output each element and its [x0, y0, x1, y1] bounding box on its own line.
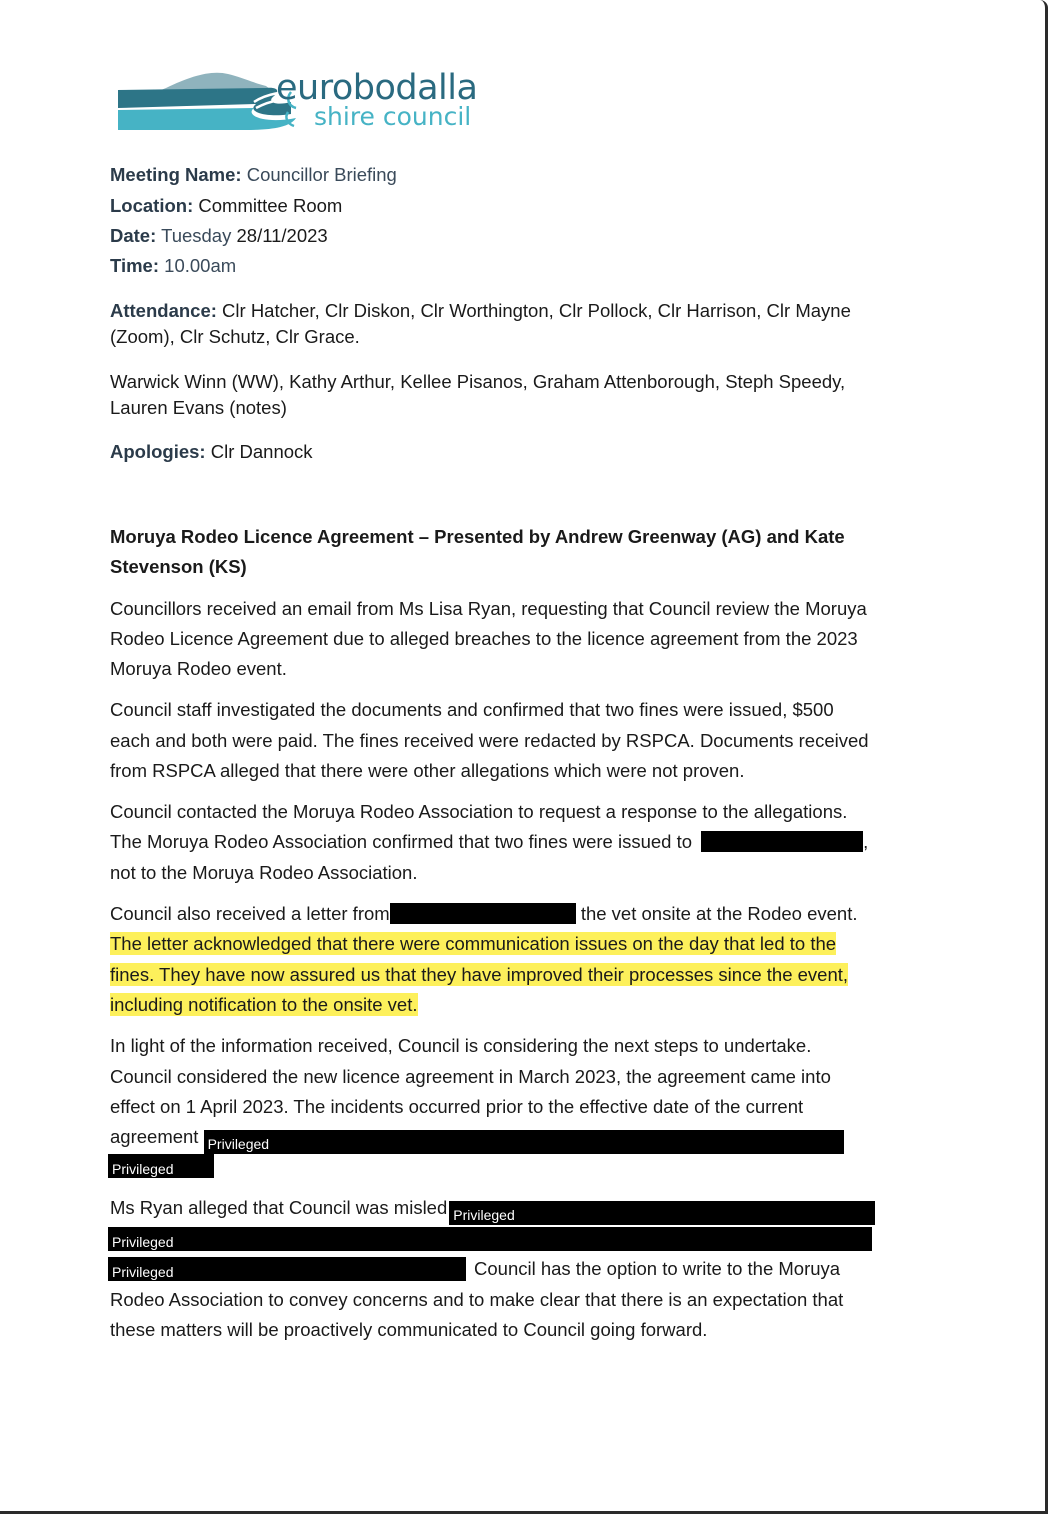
privileged-redaction: Privileged — [108, 1257, 466, 1281]
location-label: Location: — [110, 195, 194, 216]
redaction-block — [701, 831, 863, 852]
p3-line-3: not to the Moruya Rodeo Association. — [110, 862, 418, 883]
highlight-text-3: including notification to the onsite vet. — [110, 994, 418, 1015]
p3-line-2-end: , — [863, 831, 869, 852]
logo-subtitle: shire council — [314, 102, 472, 131]
privileged-redaction: Privileged — [108, 1227, 872, 1251]
date-day: Tuesday — [161, 225, 232, 246]
p2-line-1: Council staff investigated the documents and confirmed that two fines were issued, $500 — [110, 699, 834, 720]
time-value: 10.00am — [164, 255, 237, 276]
highlight-text-1: The letter acknowledged that there were communication issues on the day that led to the — [110, 933, 837, 954]
date-value: 28/11/2023 — [236, 225, 328, 246]
meeting-label: Meeting Name: — [110, 164, 242, 185]
meeting-name-row — [110, 162, 397, 188]
apologies-label: Apologies: — [110, 441, 206, 462]
date-label: Date: — [110, 225, 157, 246]
p6-line-4: Rodeo Association to convey concerns and to make clear that there is an expectation that — [110, 1289, 844, 1310]
p3-line-1: Council contacted the Moruya Rodeo Association to request a response to the allegations. — [110, 801, 848, 822]
p5-line-2: Council considered the new licence agreement in March 2023, the agreement came into — [110, 1066, 831, 1087]
privileged-redaction: Privileged — [108, 1154, 214, 1178]
highlight-text-2: fines. They have now assured us that they have improved their processes since the event, — [110, 964, 849, 985]
p5-line-4-text: agreement — [110, 1126, 199, 1147]
attendance-line-2: (Zoom), Clr Schutz, Clr Grace. — [110, 326, 360, 347]
section-heading-line-1: Moruya Rodeo Licence Agreement – Presented by Andrew Greenway (AG) and Kate — [110, 526, 845, 547]
p4-line-1 — [110, 901, 858, 927]
section-heading-line-2: Stevenson (KS) — [110, 556, 247, 577]
apologies-value: Clr Dannock — [210, 441, 313, 462]
p3-line-2-text: The Moruya Rodeo Association confirmed that two fines were issued to — [110, 831, 693, 852]
attendance-label: Attendance: — [110, 300, 217, 321]
p6-line-5: these matters will be proactively communicated to Council going forward. — [110, 1319, 708, 1340]
p1-line-3: Moruya Rodeo event. — [110, 658, 287, 679]
attendance-row — [110, 298, 851, 324]
p2-line-2: each and both were paid. The fines received were redacted by RSPCA. Documents received — [110, 730, 869, 751]
time-row — [110, 253, 236, 279]
p3-line-2 — [110, 829, 868, 855]
date-row — [110, 223, 328, 249]
p4-line-2 — [110, 931, 836, 957]
time-label: Time: — [110, 255, 160, 276]
meeting-value: Councillor Briefing — [246, 164, 397, 185]
p4-line-3 — [110, 962, 848, 988]
logo-name: eurobodalla — [276, 68, 478, 108]
p6-line-1 — [110, 1195, 875, 1225]
p2-line-3: from RSPCA alleged that there were other allegations which were not proven. — [110, 760, 745, 781]
p4-line-1-text: Council also received a letter from — [110, 903, 390, 924]
staff-line-2: Lauren Evans (notes) — [110, 397, 287, 418]
apologies-row — [110, 439, 313, 465]
location-value: Committee Room — [198, 195, 343, 216]
location-row — [110, 193, 342, 219]
p5-line-1: In light of the information received, Council is considering the next steps to undertake. — [110, 1035, 812, 1056]
p5-line-4 — [110, 1124, 844, 1154]
p1-line-1: Councillors received an email from Ms Lisa Ryan, requesting that Council review the Moruya — [110, 598, 867, 619]
p4-line-4 — [110, 992, 418, 1018]
privileged-redaction: Privileged — [449, 1201, 875, 1225]
p5-line-3: effect on 1 April 2023. The incidents occurred prior to the effective date of the current — [110, 1096, 804, 1117]
p4-line-1-end: the vet onsite at the Rodeo event. — [575, 903, 858, 924]
privileged-redaction: Privileged — [204, 1130, 844, 1154]
p6-line-1-text: Ms Ryan alleged that Council was misled — [110, 1197, 448, 1218]
p6-line-3: Council has the option to write to the Moruya — [474, 1258, 841, 1279]
redaction-block — [390, 903, 576, 924]
p1-line-2: Rodeo Licence Agreement due to alleged breaches to the licence agreement from the 2023 — [110, 628, 858, 649]
staff-line-1: Warwick Winn (WW), Kathy Arthur, Kellee Pisanos, Graham Attenborough, Steph Speedy, — [110, 371, 846, 392]
attendance-line-1: Clr Hatcher, Clr Diskon, Clr Worthington, Clr Pollock, Clr Harrison, Clr Mayne — [222, 300, 851, 321]
